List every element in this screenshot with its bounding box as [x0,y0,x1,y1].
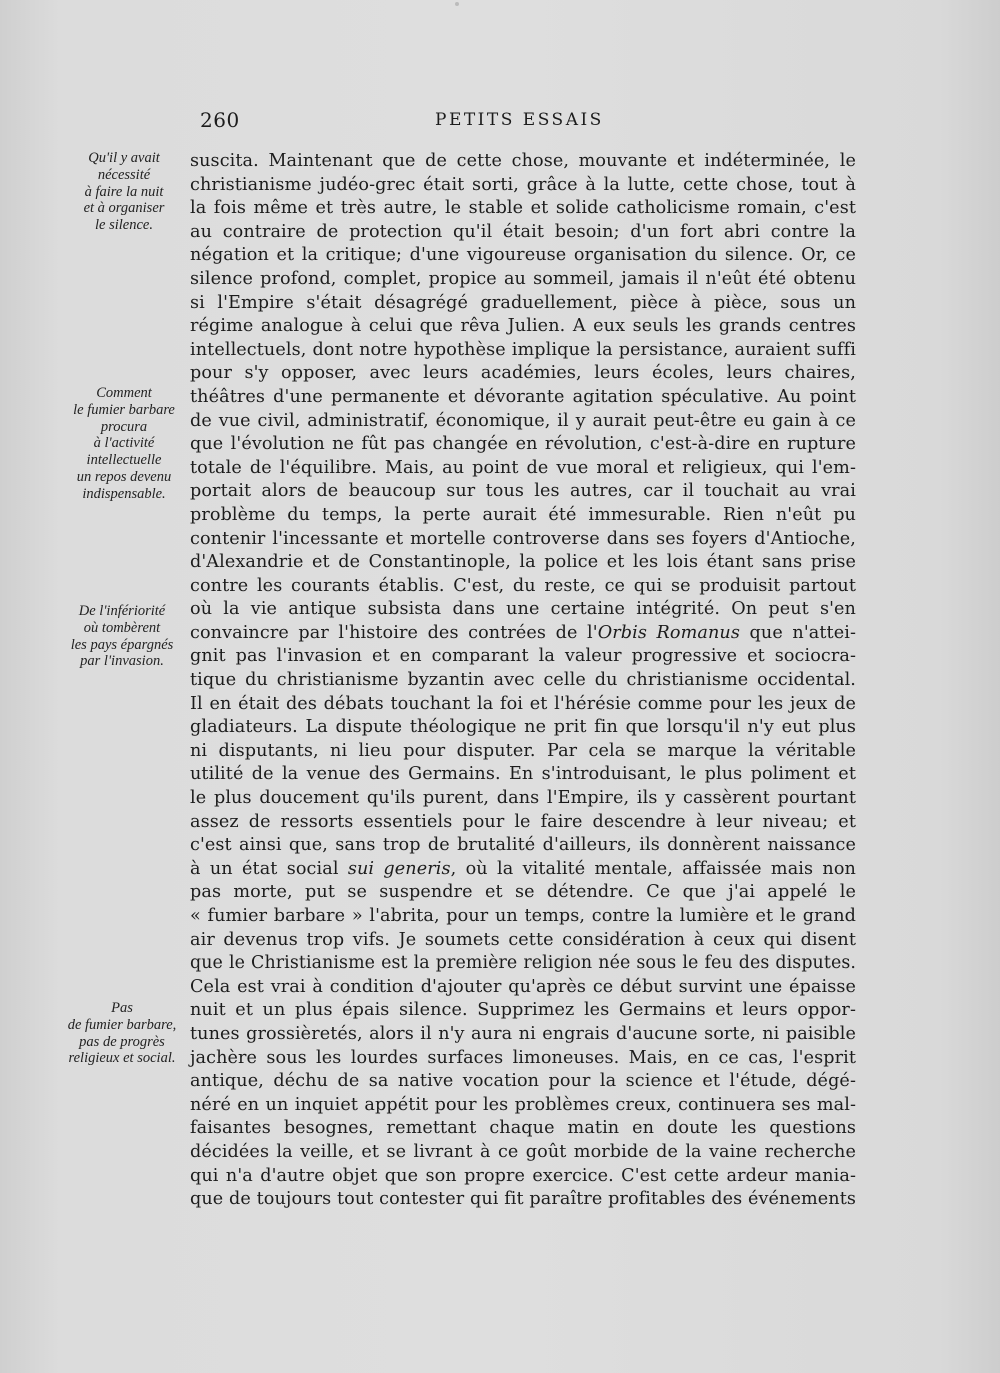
margin-note-line: Qu'il y avait [88,150,160,166]
text-line: qui n'a d'autre objet que son propre exercice. C'est cette ardeur mania- [190,1165,856,1186]
text-line: assez de ressorts essentiels pour le faire descendre à leur niveau; et [190,811,856,832]
text-line: convaincre par l'histoire des contrées de l'Orbis Romanus que n'attei- [190,622,856,643]
page-number: 260 [200,108,240,132]
text-line: nuit et un plus épais silence. Supprimez les Germains et leurs oppor- [190,1000,856,1021]
text-line: que de toujours tout contester qui fit paraître profitables des événements [190,1189,856,1210]
margin-note-line: où tombèrent [83,619,161,636]
text-line: régime analogue à celui que rêva Julien. A eux seuls les grands centres [190,316,856,337]
text-line: antique, déchu de sa native vocation pour la science et l'étude, dégé- [190,1071,856,1092]
text-line: décidées la veille, et se livrant à ce goût morbide de la vaine recherche [190,1141,856,1162]
text-line: de vue civil, administratif, économique, il y aurait peut-être eu gain à ce [190,410,856,431]
margin-note-line: et à organiser [83,200,165,217]
text-line: au contraire de protection qu'il était besoin; d'un fort abri contre la [190,221,856,242]
text-line: pas morte, put se suspendre et se détendre. Ce que j'ai appelé le [190,882,856,903]
text-line: pour s'y opposer, avec leurs académies, leurs écoles, leurs chaires, [190,363,856,384]
text-line: tique du christianisme byzantin avec celle du christianisme occidental. [190,670,856,691]
margin-note-line: Pas [111,1000,133,1016]
margin-note [56,1000,188,1067]
text-line: christianisme judéo-grec était sorti, grâce à la lutte, cette chose, tout à [190,174,856,195]
margin-note-line: nécessité [97,166,151,183]
margin-note-line: Comment [96,385,152,401]
running-title: PETITS ESSAIS [435,110,604,130]
text-line: Cela est vrai à condition d'ajouter qu'après ce début survint une épaisse [190,976,856,997]
margin-note-line: le fumier barbare [73,401,175,418]
italic-phrase: Orbis Romanus [597,622,740,643]
margin-note-line: par l'invasion. [80,653,164,670]
text-line: si l'Empire s'était désagrégé graduellement, pièce à pièce, sous un [190,292,856,313]
margin-note-line: pas de progrès [79,1033,165,1050]
text-line: utilité de la venue des Germains. En s'introduisant, le plus poliment et [190,764,856,785]
text-line: le plus doucement qu'ils purent, dans l'Empire, ils y cassèrent pourtant [190,788,856,809]
margin-note-line: intellectuelle [86,452,162,469]
text-line: faisantes besognes, remettant chaque matin en doute les questions [190,1118,856,1139]
text-line: théâtres d'une permanente et dévorante agitation spéculative. Au point [190,386,856,407]
margin-note-line: indispensable. [82,485,166,502]
text-line: Il en était des débats touchant la foi et l'hérésie comme pour les jeux de [190,693,856,714]
italic-phrase: sui generis [347,858,451,879]
text-line: gnit pas l'invasion et en comparant la valeur progressive et sociocra- [190,646,856,667]
margin-note-line: procura [100,418,148,435]
text-line: que l'évolution ne fût pas changée en révolution, c'est-à-dire en rupture [190,434,856,455]
text-line: air devenus trop vifs. Je soumets cette considération à ceux qui disent [190,929,856,950]
margin-note-line: De l'infériorité [78,603,166,619]
text-line: totale de l'équilibre. Mais, au point de vue moral et religieux, qui l'em- [190,457,856,478]
text-line: suscita. Maintenant que de cette chose, mouvante et indéterminée, le [190,151,856,171]
text-line: négation et la critique; d'une vigoureuse organisation du silence. Or, ce [190,245,856,266]
margin-note-line: de fumier barbare, [67,1016,177,1033]
margin-note-line: le silence. [95,217,153,234]
margin-note [56,385,192,503]
text-line: intellectuels, dont notre hypothèse implique la persistance, auraient suffi [190,339,856,360]
body-text [190,150,856,1212]
text-line: c'est ainsi que, sans trop de brutalité d'ailleurs, ils donnèrent naissance [190,835,856,856]
text-line: où la vie antique subsista dans une certaine intégrité. On peut s'en [190,599,856,620]
margin-note-line: à l'activité [93,435,155,452]
text-line: tunes grossièretés, alors il n'y aura ni engrais d'aucune sorte, ni paisible [190,1023,856,1044]
margin-note [60,150,188,234]
text-line: jachère sous les lourdes surfaces limoneuses. Mais, en ce cas, l'esprit [190,1047,856,1068]
margin-note-line: les pays épargnés [70,636,174,653]
text-line: la fois même et très autre, le stable et solide catholicisme romain, c'est [190,198,856,219]
margin-note-line: à faire la nuit [84,183,164,200]
text-line: problème du temps, la perte aurait été immesurable. Rien n'eût pu [190,504,856,525]
page-header [195,108,855,138]
text-line: silence profond, complet, propice au sommeil, jamais il n'eût été obtenu [190,268,856,289]
page-speck [455,2,459,6]
text-line: à un état social sui generis, où la vitalité mentale, affaissée mais non [190,858,856,879]
margin-note [56,603,188,670]
text-line: portait alors de beaucoup sur tous les autres, car il touchait au vrai [190,481,856,502]
text-line: contre les courants établis. C'est, du reste, ce qui se produisit partout [190,575,856,596]
text-line: contenir l'incessante et mortelle controverse dans ses foyers d'Antioche, [190,528,856,549]
text-line: gladiateurs. La dispute théologique ne prit fin que lorsqu'il n'y eut plus [190,717,856,738]
margin-note-line: un repos devenu [76,468,172,485]
text-line: d'Alexandrie et de Constantinople, la police et les lois étant sans prise [190,552,856,573]
margin-note-line: religieux et social. [68,1050,176,1067]
text-line: ni disputants, ni lieu pour disputer. Par cela se marque la véritable [190,740,856,761]
text-line: que le Christianisme est la première religion née sous le feu des disputes. [190,953,856,974]
text-line: néré en un inquiet appétit pour les problèmes creux, continuera ses mal- [190,1094,856,1115]
text-line: « fumier barbare » l'abrita, pour un temps, contre la lumière et le grand [190,906,856,926]
